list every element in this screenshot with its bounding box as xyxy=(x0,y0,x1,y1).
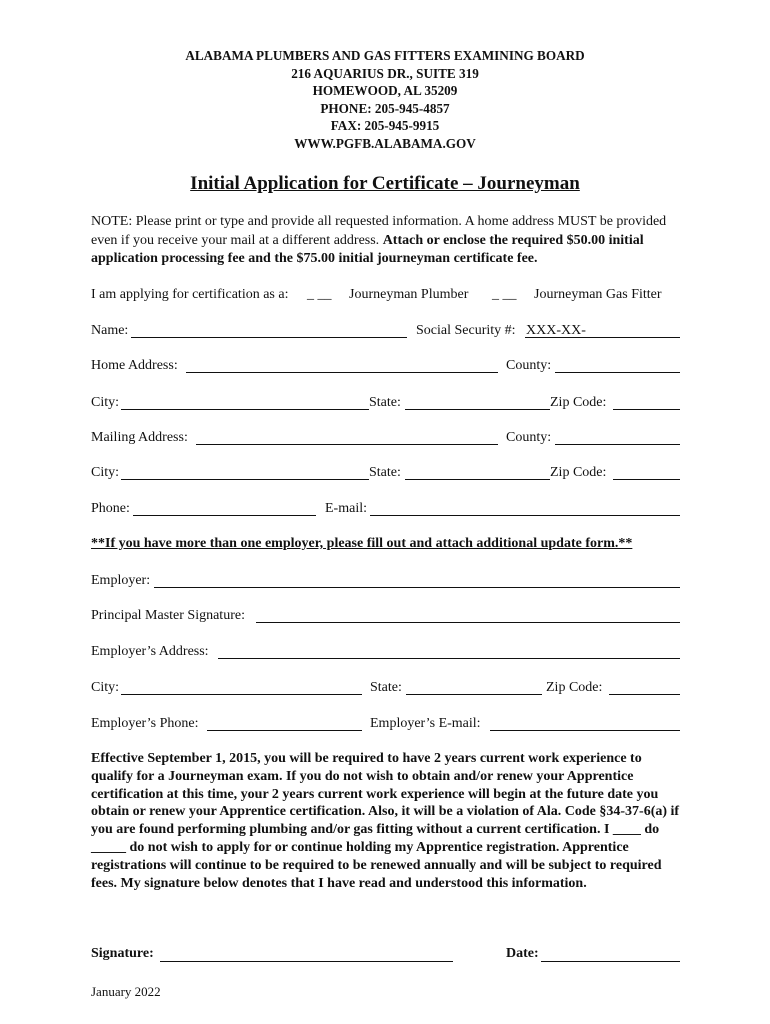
mailing-address-field[interactable] xyxy=(196,444,498,445)
mailing-zip-label: Zip Code: xyxy=(550,465,607,480)
date-label: Date: xyxy=(506,946,539,961)
employer-warning: **If you have more than one employer, please fill out and attach additional update form.** xyxy=(91,536,633,551)
apply-prefix: I am applying for certification as a: xyxy=(91,287,289,302)
ssn-label: Social Security #: xyxy=(416,323,516,338)
mailing-city-label: City: xyxy=(91,465,120,480)
mailing-county-label: County: xyxy=(506,430,552,445)
city-field[interactable] xyxy=(121,409,369,410)
city-label: City: xyxy=(91,395,120,410)
board-street: 216 AQUARIUS DR., SUITE 319 xyxy=(291,65,479,81)
home-address-label: Home Address: xyxy=(91,358,178,373)
home-address-field[interactable] xyxy=(186,372,498,373)
employer-city-field[interactable] xyxy=(121,694,362,695)
board-website: WWW.PGFB.ALABAMA.GOV xyxy=(294,136,476,151)
email-field[interactable] xyxy=(370,515,680,516)
signature-label: Signature: xyxy=(91,946,154,961)
employer-address-field[interactable] xyxy=(218,658,680,659)
note-paragraph xyxy=(91,213,683,269)
employer-state-label: State: xyxy=(370,680,402,695)
employer-field[interactable] xyxy=(154,587,680,588)
county-label: County: xyxy=(506,358,552,373)
mailing-address-label: Mailing Address: xyxy=(91,430,188,445)
principal-signature-field[interactable] xyxy=(256,622,680,623)
board-phone: PHONE: 205-945-4857 xyxy=(320,100,450,116)
zip-field[interactable] xyxy=(613,409,680,410)
signature-field[interactable] xyxy=(160,961,453,962)
mailing-zip-field[interactable] xyxy=(613,479,680,480)
footer-date: January 2022 xyxy=(91,984,161,999)
employer-address-label: Employer’s Address: xyxy=(91,644,209,659)
note-text: NOTE: Please print or type and provide all requested information. A home address MUST be provided even if you receive your mail at a different address. xyxy=(91,214,667,248)
name-label: Name: xyxy=(91,323,129,338)
name-field[interactable] xyxy=(131,337,407,338)
state-label: State: xyxy=(369,395,401,410)
principal-signature-label: Principal Master Signature: xyxy=(91,608,245,623)
employer-phone-field[interactable] xyxy=(207,730,362,731)
mailing-state-field[interactable] xyxy=(405,479,550,480)
phone-label: Phone: xyxy=(91,501,130,516)
gas-fitter-option-label: Journeyman Gas Fitter xyxy=(534,287,662,302)
board-city: HOMEWOOD, AL 35209 xyxy=(312,83,458,99)
board-name: ALABAMA PLUMBERS AND GAS FITTERS EXAMINING BOARD xyxy=(185,48,585,63)
ssn-field[interactable] xyxy=(525,337,680,338)
employer-email-label: Employer’s E-mail: xyxy=(370,716,481,731)
employer-label: Employer: xyxy=(91,573,151,588)
employer-email-field[interactable] xyxy=(490,730,680,731)
employer-zip-field[interactable] xyxy=(609,694,680,695)
board-fax: FAX: 205-945-9915 xyxy=(330,118,440,134)
plumber-option-label: Journeyman Plumber xyxy=(349,287,469,302)
mailing-state-label: State: xyxy=(369,465,401,480)
state-field[interactable] xyxy=(405,409,550,410)
email-label: E-mail: xyxy=(325,501,367,516)
effective-statement: Effective September 1, 2015, you will be required to have 2 years current work experience to qualify for a Journeyman exam. If you do not wish to obtain and/or renew your Apprentice certification at this time, your 2 years current work experience will begin at the future date you obtain or renew your Apprentice certification. Also, it will be a violation of Ala. Code §34-37-6(a) if you are found performing plumbing and/or gas fitting without a current certification. I ____ do _____ do not wish to apply for or continue holding my Apprentice registration. Apprentice registrations will continue to be required to be renewed annually and will be subject to required fees. My signature below denotes that I have read and understood this information. xyxy=(91,751,680,891)
employer-city-label: City: xyxy=(91,680,120,695)
mailing-county-field[interactable] xyxy=(555,444,680,445)
date-field[interactable] xyxy=(541,961,680,962)
ssn-prefill: XXX-XX- xyxy=(526,323,586,338)
employer-zip-label: Zip Code: xyxy=(546,680,603,695)
plumber-checkbox-blank[interactable]: _ __ xyxy=(307,287,332,302)
form-title: Initial Application for Certificate – Journeyman xyxy=(190,173,580,194)
gas-fitter-checkbox-blank[interactable]: _ __ xyxy=(492,287,517,302)
zip-label: Zip Code: xyxy=(550,395,607,410)
employer-phone-label: Employer’s Phone: xyxy=(91,716,199,731)
phone-field[interactable] xyxy=(133,515,316,516)
employer-state-field[interactable] xyxy=(406,694,542,695)
mailing-city-field[interactable] xyxy=(121,479,369,480)
note-fee-text: Attach or enclose the required $50.00 initial application processing fee and the $75.00 initial journeyman certificate fee. xyxy=(91,232,644,266)
county-field[interactable] xyxy=(555,372,680,373)
